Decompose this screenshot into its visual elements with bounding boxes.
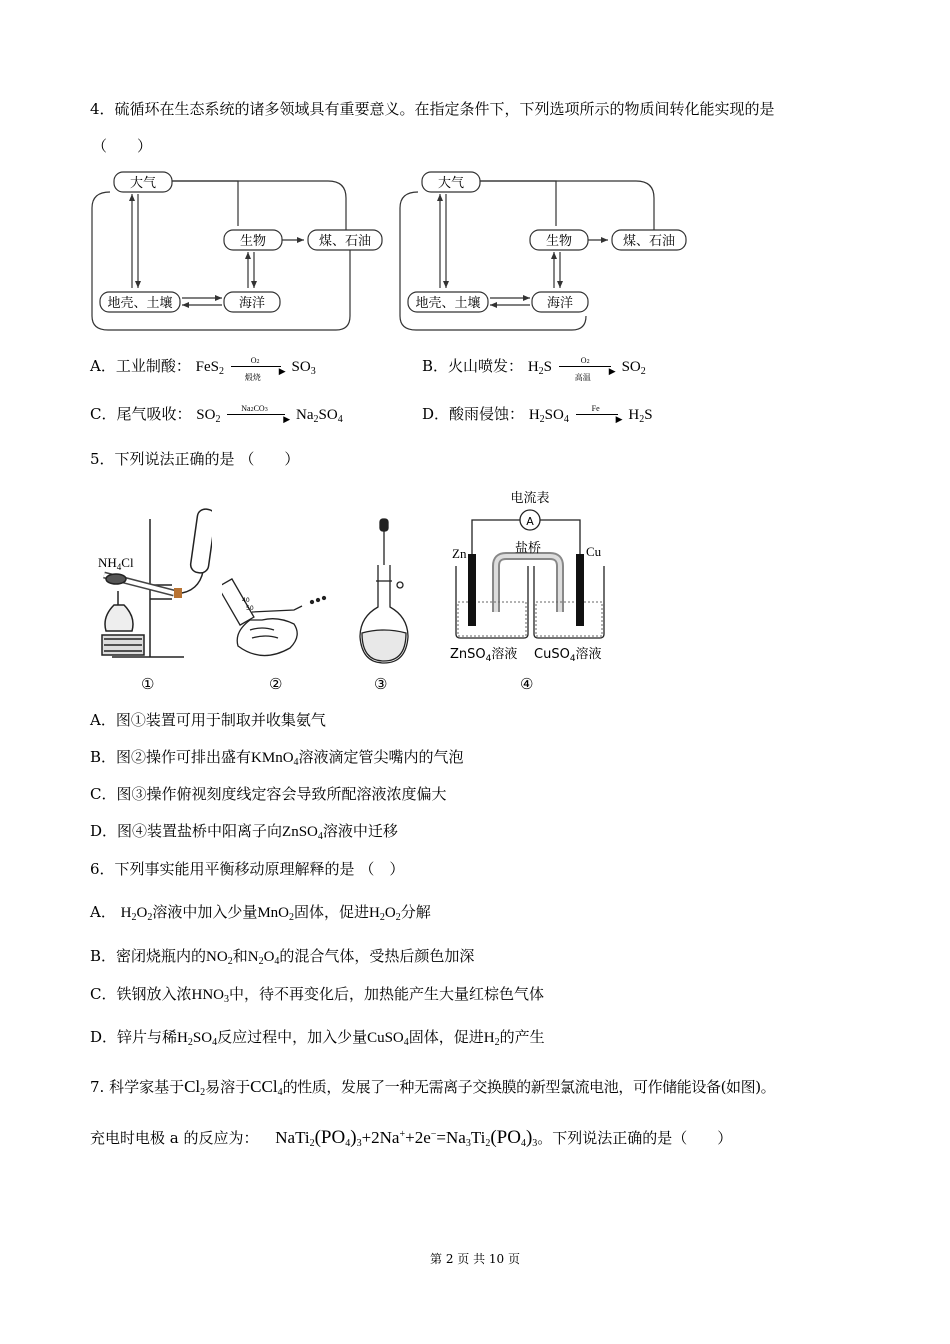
svg-text:40: 40: [242, 597, 250, 604]
zn-solution-label: ZnSO$_4$溶液: [450, 647, 518, 664]
figure-3-volumetric-flask: [356, 515, 416, 665]
svg-text:A: A: [526, 515, 534, 528]
atmosphere-label: 大气: [437, 176, 465, 191]
reaction-arrow: O2 ▶ 高温: [557, 357, 617, 377]
q4-option-d: D．酸雨侵蚀： $H_2SO_4$ Fe ▶ $H_2S$: [422, 404, 653, 425]
cu-electrode: [576, 554, 584, 626]
q6-stem: 6．下列事实能用平衡移动原理解释的是 （ ）: [90, 860, 405, 878]
crust-soil-label: 地壳、土壤: [415, 296, 481, 311]
figure-4-caption: ④: [520, 675, 534, 693]
q6-option-a: A． $H_2O_2$溶液中加入少量MnO$_2$固体，促进$H_2O_2$分解: [90, 903, 431, 923]
cu-solution-label: CuSO$_4$溶液: [534, 647, 602, 664]
q4-stem: 4．硫循环在生态系统的诸多领域具有重要意义。在指定条件下，下列选项所示的物质间转化能实现的是: [90, 100, 775, 118]
svg-text:盐桥: 盐桥: [514, 541, 542, 556]
svg-text:Zn: Zn: [452, 546, 467, 561]
figure-4-galvanic-cell: [444, 486, 614, 666]
q4-option-c: C．尾气吸收： $SO_2$ Na2CO3 ▶ $Na_2SO_4$: [90, 404, 343, 425]
q6-option-d: D．锌片与稀$H_2SO_4$反应过程中，加入少量CuSO$_4$固体，促进$H_2$的产生: [90, 1028, 545, 1048]
atmosphere-label: 大气: [129, 176, 157, 191]
ocean-label: 海洋: [546, 296, 574, 311]
q5-stem: 5．下列说法正确的是 （ ）: [90, 450, 300, 468]
reaction-arrow: Fe ▶: [574, 405, 624, 425]
crust-soil-label: 地壳、土壤: [107, 296, 173, 311]
q6-option-c: C．铁钢放入浓$HNO_3$中，待不再变化后，加热能产生大量红棕色气体: [90, 985, 544, 1005]
coal-oil-label: 煤、石油: [318, 234, 372, 249]
coal-oil-label: 煤、石油: [622, 234, 676, 249]
reaction-arrow: Na2CO3 ▶: [225, 405, 291, 425]
q4-option-a: A．工业制酸： FeS$_2$ O2 ▶ 煅烧 $SO_3$: [90, 356, 316, 382]
page-footer: 第 2 页 共 10 页: [430, 1252, 520, 1266]
sulfur-cycle-diagram-2: [396, 168, 696, 338]
figure-1-ammonia-apparatus: [92, 505, 212, 665]
charging-equation: $NaTi_2(PO_4)_3+2Na^++2e^-=Na_3Ti_2(PO_4)_3$: [275, 1127, 538, 1149]
q7-stem: 7. 科学家基于$Cl_2$易溶于CCl$_4$的性质，发展了一种无需离子交换膜的新型氯流电池，可作储能设备(如图)。: [90, 1077, 776, 1098]
q4-bracket: （ ）: [92, 137, 153, 155]
figure-1-caption: ①: [141, 675, 155, 693]
q5-option-a: A．图①装置可用于制取并收集氨气: [90, 711, 326, 729]
reaction-arrow: O2 ▶ 煅烧: [229, 357, 287, 377]
q5-option-d: D．图④装置盐桥中阳离子向ZnSO$_4$溶液中迁移: [90, 822, 398, 842]
q6-option-b: B．密闭烧瓶内的$NO_2$和$N_2O_4$的混合气体，受热后颜色加深: [90, 947, 475, 967]
ammeter-label: 电流表: [510, 491, 550, 506]
organism-label: 生物: [239, 234, 267, 249]
zn-electrode: [468, 554, 476, 626]
q4-option-b: B．火山喷发： $H_2S$ O2 ▶ 高温 $SO_2$: [422, 356, 646, 382]
svg-text:Cu: Cu: [586, 544, 602, 559]
organism-label: 生物: [545, 234, 573, 249]
figure-3-caption: ③: [374, 675, 388, 693]
q5-option-b: B．图②操作可排出盛有KMnO$_4$溶液滴定管尖嘴内的气泡: [90, 748, 464, 768]
sulfur-cycle-diagram-1: [88, 168, 388, 338]
svg-text:50: 50: [246, 605, 254, 612]
nh4cl-label: $NH_4Cl$: [98, 555, 134, 572]
q5-option-c: C．图③操作俯视刻度线定容会导致所配溶液浓度偏大: [90, 785, 447, 803]
q7-line2: 充电时电极 a 的反应为： $NaTi_2(PO_4)_3+2Na^++2e^-=Na_3Ti_2(PO_4)_3$。下列说法正确的是（ ）: [90, 1127, 733, 1149]
figure-2-burette-operation: [222, 570, 342, 670]
figure-2-caption: ②: [269, 675, 283, 693]
ocean-label: 海洋: [238, 296, 266, 311]
